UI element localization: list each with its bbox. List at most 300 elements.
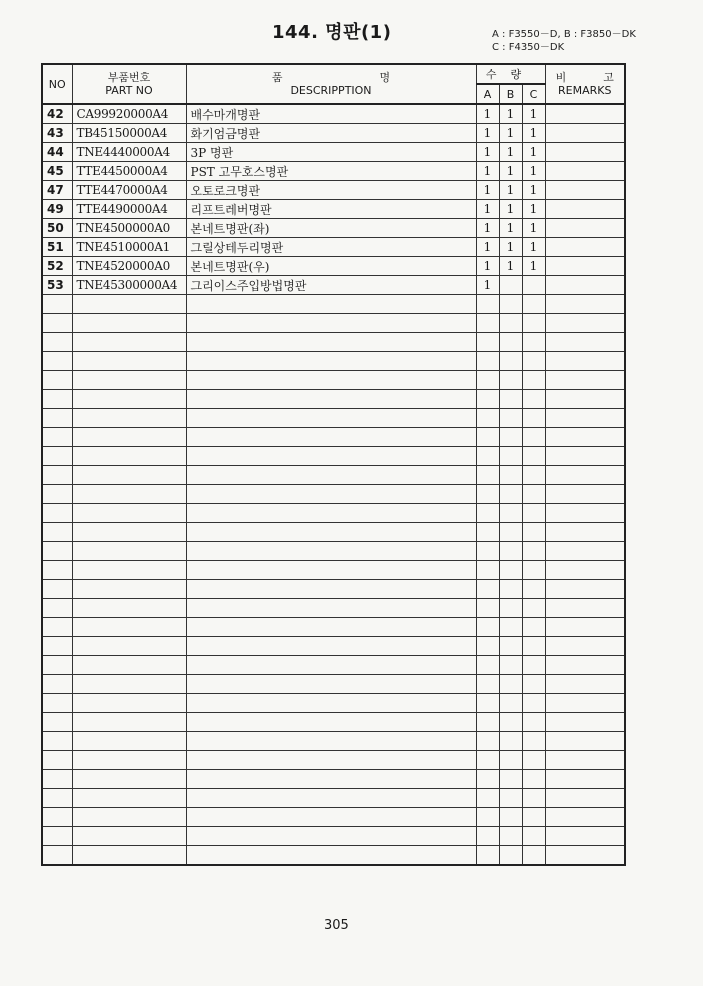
header-description xyxy=(186,64,476,104)
cell-empty xyxy=(522,694,545,713)
cell-c: 1 xyxy=(522,257,545,276)
cell-empty xyxy=(72,751,186,770)
cell-empty xyxy=(186,447,476,466)
cell-empty xyxy=(476,371,499,390)
cell-empty xyxy=(522,846,545,866)
cell-a: 1 xyxy=(476,143,499,162)
cell-empty xyxy=(476,314,499,333)
cell-empty xyxy=(522,732,545,751)
cell-empty xyxy=(499,637,522,656)
cell-empty xyxy=(476,428,499,447)
cell-part: TNE4520000A0 xyxy=(72,257,186,276)
cell-empty xyxy=(42,808,72,827)
cell-empty xyxy=(72,675,186,694)
cell-b: 1 xyxy=(499,219,522,238)
cell-empty xyxy=(42,827,72,846)
cell-desc: 그리이스주입방법명판 xyxy=(186,276,476,295)
cell-empty xyxy=(545,789,625,808)
cell-empty xyxy=(72,447,186,466)
cell-empty xyxy=(186,409,476,428)
header-part-no xyxy=(72,64,186,104)
cell-empty xyxy=(42,542,72,561)
cell-empty xyxy=(72,580,186,599)
cell-empty xyxy=(545,827,625,846)
cell-empty xyxy=(522,295,545,314)
cell-empty xyxy=(72,333,186,352)
header-description-ko xyxy=(191,71,472,84)
cell-empty xyxy=(42,846,72,866)
cell-empty xyxy=(545,295,625,314)
cell-empty xyxy=(522,637,545,656)
cell-empty xyxy=(499,542,522,561)
table-row-empty xyxy=(42,694,625,713)
cell-b: 1 xyxy=(499,200,522,219)
cell-empty xyxy=(42,428,72,447)
cell-empty xyxy=(522,504,545,523)
cell-a: 1 xyxy=(476,162,499,181)
cell-desc: 오토로크명판 xyxy=(186,181,476,200)
table-row xyxy=(42,143,625,162)
header-qty-b: B xyxy=(499,84,522,104)
cell-empty xyxy=(42,333,72,352)
cell-empty xyxy=(72,390,186,409)
cell-empty xyxy=(476,542,499,561)
cell-empty xyxy=(545,694,625,713)
cell-a: 1 xyxy=(476,124,499,143)
cell-empty xyxy=(499,523,522,542)
cell-empty xyxy=(499,561,522,580)
cell-empty xyxy=(42,352,72,371)
cell-empty xyxy=(186,542,476,561)
cell-empty xyxy=(522,618,545,637)
cell-empty xyxy=(476,637,499,656)
cell-empty xyxy=(186,732,476,751)
cell-remarks xyxy=(545,257,625,276)
cell-a: 1 xyxy=(476,200,499,219)
cell-part: TTE4450000A4 xyxy=(72,162,186,181)
cell-empty xyxy=(499,732,522,751)
cell-empty xyxy=(42,523,72,542)
page-title: 144. 명판(1) xyxy=(272,22,392,43)
cell-empty xyxy=(522,808,545,827)
cell-empty xyxy=(186,770,476,789)
header-description-en: DESCRIPPTION xyxy=(290,84,372,97)
cell-c: 1 xyxy=(522,181,545,200)
cell-empty xyxy=(186,352,476,371)
cell-b: 1 xyxy=(499,257,522,276)
cell-empty xyxy=(522,352,545,371)
cell-empty xyxy=(72,428,186,447)
cell-empty xyxy=(545,542,625,561)
cell-empty xyxy=(186,827,476,846)
cell-empty xyxy=(186,618,476,637)
cell-empty xyxy=(499,770,522,789)
cell-no: 53 xyxy=(42,276,72,295)
cell-empty xyxy=(476,770,499,789)
cell-empty xyxy=(72,409,186,428)
table-row-empty xyxy=(42,447,625,466)
cell-empty xyxy=(72,466,186,485)
cell-empty xyxy=(72,789,186,808)
cell-part: TNE4440000A4 xyxy=(72,143,186,162)
cell-empty xyxy=(72,637,186,656)
cell-empty xyxy=(186,314,476,333)
table-row-empty xyxy=(42,827,625,846)
cell-desc: 리프트레버명판 xyxy=(186,200,476,219)
cell-empty xyxy=(72,846,186,866)
cell-b xyxy=(499,276,522,295)
table-row-empty xyxy=(42,599,625,618)
cell-empty xyxy=(42,637,72,656)
table-row-empty xyxy=(42,485,625,504)
table-row-empty xyxy=(42,314,625,333)
cell-b: 1 xyxy=(499,181,522,200)
cell-empty xyxy=(522,428,545,447)
cell-c: 1 xyxy=(522,143,545,162)
cell-empty xyxy=(476,656,499,675)
cell-empty xyxy=(42,789,72,808)
cell-part: TTE4470000A4 xyxy=(72,181,186,200)
cell-empty xyxy=(186,599,476,618)
cell-a: 1 xyxy=(476,181,499,200)
cell-empty xyxy=(72,352,186,371)
header-qty-c: C xyxy=(522,84,545,104)
cell-empty xyxy=(499,599,522,618)
cell-empty xyxy=(545,732,625,751)
cell-empty xyxy=(522,314,545,333)
cell-empty xyxy=(545,466,625,485)
cell-empty xyxy=(545,333,625,352)
cell-part: CA99920000A4 xyxy=(72,104,186,124)
cell-empty xyxy=(476,466,499,485)
cell-remarks xyxy=(545,200,625,219)
cell-desc: 3P 명판 xyxy=(186,143,476,162)
cell-a: 1 xyxy=(476,257,499,276)
cell-empty xyxy=(545,656,625,675)
parts-table-body xyxy=(42,104,625,865)
model-legend-line: A : F3550－D, B : F3850－DK xyxy=(492,29,636,40)
cell-empty xyxy=(72,694,186,713)
table-row-empty xyxy=(42,409,625,428)
cell-no: 52 xyxy=(42,257,72,276)
cell-empty xyxy=(522,675,545,694)
cell-empty xyxy=(499,618,522,637)
cell-empty xyxy=(522,751,545,770)
cell-empty xyxy=(545,751,625,770)
header-remarks xyxy=(545,64,625,104)
cell-c: 1 xyxy=(522,104,545,124)
cell-empty xyxy=(42,694,72,713)
cell-empty xyxy=(522,713,545,732)
cell-empty xyxy=(72,371,186,390)
cell-empty xyxy=(42,561,72,580)
table-row xyxy=(42,200,625,219)
cell-no: 42 xyxy=(42,104,72,124)
cell-empty xyxy=(186,808,476,827)
cell-empty xyxy=(499,789,522,808)
cell-empty xyxy=(186,485,476,504)
cell-empty xyxy=(522,599,545,618)
cell-empty xyxy=(186,333,476,352)
cell-empty xyxy=(476,447,499,466)
cell-empty xyxy=(499,846,522,866)
cell-remarks xyxy=(545,143,625,162)
table-row-empty xyxy=(42,770,625,789)
cell-empty xyxy=(476,485,499,504)
cell-c xyxy=(522,276,545,295)
cell-empty xyxy=(522,409,545,428)
table-row-empty xyxy=(42,295,625,314)
cell-remarks xyxy=(545,238,625,257)
cell-empty xyxy=(499,827,522,846)
cell-empty xyxy=(476,713,499,732)
table-row xyxy=(42,257,625,276)
cell-remarks xyxy=(545,276,625,295)
cell-empty xyxy=(545,390,625,409)
cell-empty xyxy=(499,675,522,694)
cell-part: TB45150000A4 xyxy=(72,124,186,143)
cell-empty xyxy=(42,409,72,428)
cell-empty xyxy=(522,485,545,504)
cell-empty xyxy=(72,504,186,523)
cell-b: 1 xyxy=(499,104,522,124)
cell-empty xyxy=(72,770,186,789)
cell-empty xyxy=(499,447,522,466)
cell-empty xyxy=(42,314,72,333)
cell-a: 1 xyxy=(476,238,499,257)
cell-empty xyxy=(42,371,72,390)
cell-empty xyxy=(545,504,625,523)
table-row xyxy=(42,181,625,200)
header-part-no-ko: 부품번호 xyxy=(107,71,151,84)
cell-empty xyxy=(476,580,499,599)
cell-empty xyxy=(545,352,625,371)
cell-no: 47 xyxy=(42,181,72,200)
cell-empty xyxy=(499,314,522,333)
cell-empty xyxy=(42,599,72,618)
cell-b: 1 xyxy=(499,238,522,257)
cell-empty xyxy=(499,333,522,352)
cell-empty xyxy=(42,447,72,466)
table-row-empty xyxy=(42,542,625,561)
cell-empty xyxy=(476,808,499,827)
cell-empty xyxy=(42,580,72,599)
cell-empty xyxy=(499,580,522,599)
cell-empty xyxy=(42,504,72,523)
cell-remarks xyxy=(545,104,625,124)
cell-empty xyxy=(499,504,522,523)
cell-empty xyxy=(476,618,499,637)
cell-empty xyxy=(186,580,476,599)
table-row-empty xyxy=(42,561,625,580)
cell-empty xyxy=(476,732,499,751)
cell-empty xyxy=(545,580,625,599)
header-qty-a: A xyxy=(476,84,499,104)
cell-empty xyxy=(476,333,499,352)
table-row-empty xyxy=(42,580,625,599)
cell-empty xyxy=(499,409,522,428)
cell-b: 1 xyxy=(499,124,522,143)
table-row-empty xyxy=(42,637,625,656)
cell-empty xyxy=(72,713,186,732)
cell-empty xyxy=(186,561,476,580)
table-row xyxy=(42,219,625,238)
table-row xyxy=(42,276,625,295)
cell-empty xyxy=(42,713,72,732)
cell-no: 43 xyxy=(42,124,72,143)
table-row xyxy=(42,124,625,143)
table-row-empty xyxy=(42,466,625,485)
cell-empty xyxy=(522,447,545,466)
header-no: NO xyxy=(42,64,72,104)
cell-empty xyxy=(545,770,625,789)
cell-part: TNE4510000A1 xyxy=(72,238,186,257)
table-row-empty xyxy=(42,808,625,827)
cell-desc: 그릴상테두리명판 xyxy=(186,238,476,257)
cell-empty xyxy=(476,504,499,523)
cell-empty xyxy=(186,675,476,694)
table-row-empty xyxy=(42,656,625,675)
cell-empty xyxy=(42,656,72,675)
header-description-ko-1: 품 xyxy=(271,71,283,84)
cell-empty xyxy=(476,352,499,371)
cell-empty xyxy=(476,751,499,770)
cell-empty xyxy=(42,675,72,694)
cell-empty xyxy=(499,390,522,409)
cell-remarks xyxy=(545,124,625,143)
cell-empty xyxy=(42,770,72,789)
table-row-empty xyxy=(42,675,625,694)
cell-empty xyxy=(522,542,545,561)
cell-empty xyxy=(476,295,499,314)
table-row-empty xyxy=(42,428,625,447)
cell-empty xyxy=(476,523,499,542)
cell-no: 49 xyxy=(42,200,72,219)
header-quantity: 수량 xyxy=(476,64,545,84)
cell-empty xyxy=(186,295,476,314)
cell-empty xyxy=(476,789,499,808)
table-row xyxy=(42,162,625,181)
cell-empty xyxy=(72,656,186,675)
cell-empty xyxy=(42,751,72,770)
cell-empty xyxy=(476,561,499,580)
cell-empty xyxy=(186,694,476,713)
cell-no: 50 xyxy=(42,219,72,238)
cell-c: 1 xyxy=(522,200,545,219)
cell-c: 1 xyxy=(522,124,545,143)
table-row-empty xyxy=(42,751,625,770)
cell-empty xyxy=(545,409,625,428)
cell-desc: 배수마개명판 xyxy=(186,104,476,124)
cell-empty xyxy=(186,523,476,542)
cell-desc: 본네트명판(좌) xyxy=(186,219,476,238)
cell-part: TNE4500000A0 xyxy=(72,219,186,238)
cell-remarks xyxy=(545,181,625,200)
cell-empty xyxy=(545,561,625,580)
cell-empty xyxy=(72,827,186,846)
cell-empty xyxy=(545,314,625,333)
header-remarks-en: REMARKS xyxy=(558,84,612,97)
cell-empty xyxy=(545,428,625,447)
cell-empty xyxy=(186,713,476,732)
table-row-empty xyxy=(42,352,625,371)
cell-c: 1 xyxy=(522,219,545,238)
cell-empty xyxy=(522,333,545,352)
cell-remarks xyxy=(545,219,625,238)
cell-empty xyxy=(72,542,186,561)
cell-empty xyxy=(186,428,476,447)
cell-empty xyxy=(522,580,545,599)
cell-empty xyxy=(476,390,499,409)
cell-empty xyxy=(522,789,545,808)
cell-empty xyxy=(42,618,72,637)
cell-empty xyxy=(72,523,186,542)
cell-empty xyxy=(545,618,625,637)
cell-empty xyxy=(522,770,545,789)
cell-empty xyxy=(545,447,625,466)
cell-empty xyxy=(499,485,522,504)
cell-a: 1 xyxy=(476,104,499,124)
header-part-no-en: PART NO xyxy=(105,84,153,97)
cell-empty xyxy=(499,428,522,447)
cell-empty xyxy=(186,637,476,656)
cell-empty xyxy=(72,295,186,314)
table-row-empty xyxy=(42,371,625,390)
parts-table xyxy=(41,63,626,866)
header-description-ko-2: 명 xyxy=(379,71,391,84)
table-row-empty xyxy=(42,504,625,523)
cell-empty xyxy=(499,656,522,675)
cell-empty xyxy=(499,371,522,390)
cell-empty xyxy=(476,599,499,618)
cell-empty xyxy=(499,713,522,732)
cell-empty xyxy=(545,675,625,694)
table-row-empty xyxy=(42,732,625,751)
cell-empty xyxy=(42,466,72,485)
model-legend-line: C : F4350－DK xyxy=(492,42,565,53)
cell-empty xyxy=(522,523,545,542)
table-row-empty xyxy=(42,713,625,732)
cell-part: TTE4490000A4 xyxy=(72,200,186,219)
cell-empty xyxy=(476,694,499,713)
cell-empty xyxy=(522,371,545,390)
cell-c: 1 xyxy=(522,162,545,181)
cell-b: 1 xyxy=(499,162,522,181)
cell-empty xyxy=(72,599,186,618)
cell-empty xyxy=(476,409,499,428)
cell-empty xyxy=(545,371,625,390)
cell-empty xyxy=(545,713,625,732)
cell-empty xyxy=(545,485,625,504)
cell-empty xyxy=(499,295,522,314)
cell-empty xyxy=(186,751,476,770)
table-row-empty xyxy=(42,523,625,542)
cell-empty xyxy=(545,599,625,618)
cell-empty xyxy=(186,504,476,523)
cell-empty xyxy=(186,789,476,808)
cell-a: 1 xyxy=(476,219,499,238)
cell-part: TNE45300000A4 xyxy=(72,276,186,295)
cell-empty xyxy=(42,732,72,751)
cell-empty xyxy=(186,656,476,675)
table-row-empty xyxy=(42,390,625,409)
table-row-empty xyxy=(42,789,625,808)
cell-empty xyxy=(499,694,522,713)
cell-no: 44 xyxy=(42,143,72,162)
header-remarks-ko xyxy=(550,71,621,84)
cell-desc: 본네트명판(우) xyxy=(186,257,476,276)
cell-empty xyxy=(186,846,476,866)
